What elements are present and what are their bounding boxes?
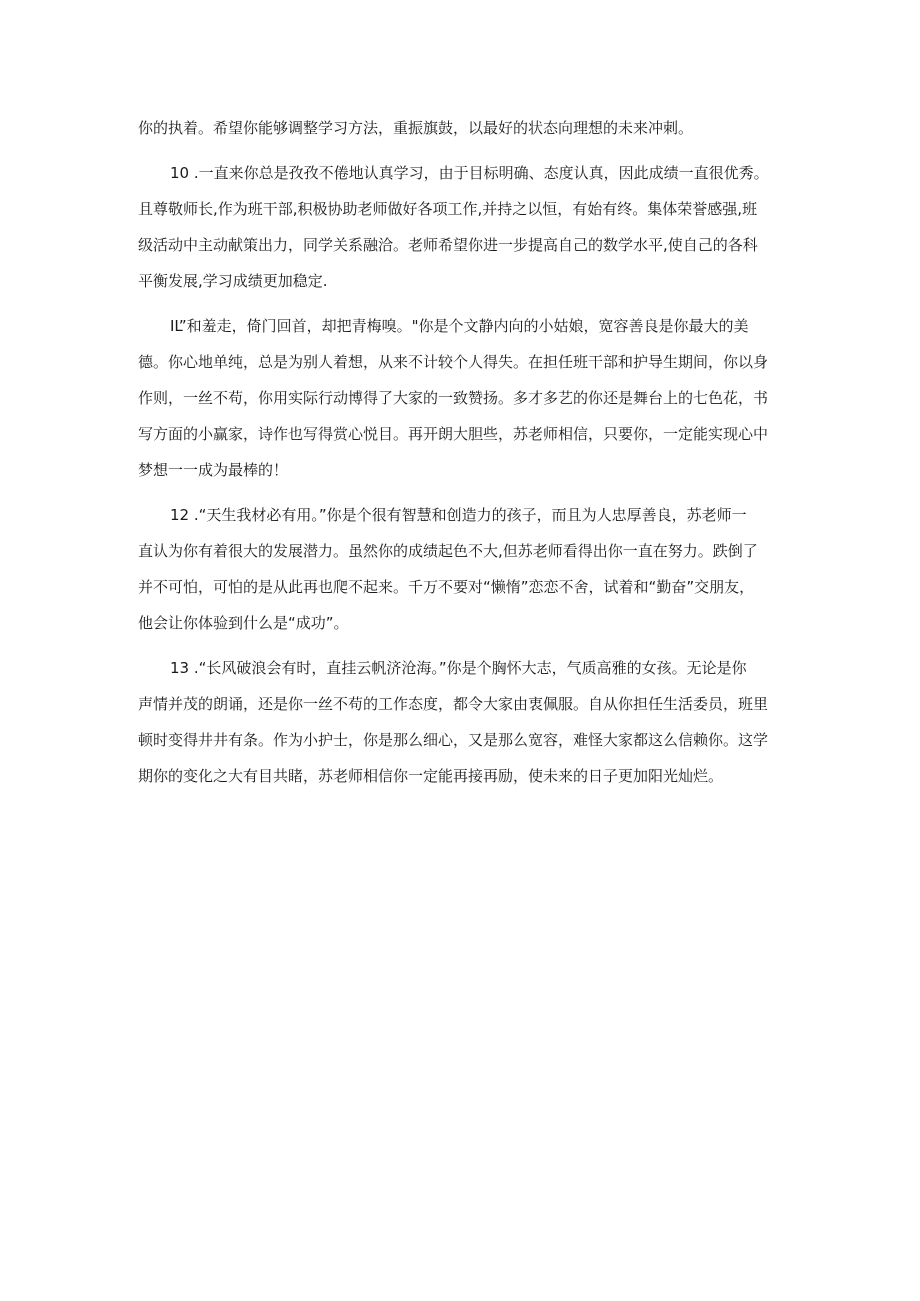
text-line: 并不可怕，可怕的是从此再也爬不起来。千万不要对“懒惰”恋恋不舍，试着和“勤奋”交朋友，	[138, 578, 755, 596]
paragraph-13	[138, 650, 786, 794]
text-line: 平衡发展,学习成绩更加稳定.	[138, 272, 328, 290]
text-line: 级活动中主动献策出力，同学关系融洽。老师希望你进一步提高自己的数学水平,使自己的各科	[138, 236, 758, 254]
text-line: 直认为你有着很大的发展潜力。虽然你的成绩起色不大,但苏老师看得出你一直在努力。跌倒了	[138, 542, 758, 560]
text-line: 声情并茂的朗诵，还是你一丝不苟的工作态度，都令大家由衷佩服。自从你担任生活委员，班里	[138, 695, 769, 713]
text-line: 顿时变得井井有条。作为小护士，你是那么细心，又是那么宽容，难怪大家都这么信赖你。这学	[138, 731, 769, 749]
paragraph-intro	[138, 110, 786, 146]
text-line: 写方面的小赢家，诗作也写得赏心悦目。再开朗大胆些，苏老师相信，只要你，一定能实现心中	[138, 425, 769, 443]
text-line: 作则，一丝不苟，你用实际行动博得了大家的一致赞扬。多才多艺的你还是舞台上的七色花，书	[138, 389, 769, 407]
text-line: 他会让你体验到什么是“成功”。	[138, 614, 349, 632]
paragraph-12	[138, 497, 786, 641]
text-line: 12 .“天生我材必有用。”你是个很有智慧和创造力的孩子，而且为人忠厚善良，苏老师一	[170, 506, 747, 524]
text-line: 德。你心地单纯，总是为别人着想，从来不计较个人得失。在担任班干部和护导生期间，你以身	[138, 353, 769, 371]
paragraph-10	[138, 155, 786, 299]
text-line: 13 .“长风破浪会有时，直挂云帆济沧海。”你是个胸怀大志，气质高雅的女孩。无论是你	[170, 659, 747, 677]
document-body	[138, 110, 786, 794]
text-line: 你的执着。希望你能够调整学习方法，重振旗鼓，以最好的状态向理想的未来冲刺。	[138, 119, 694, 137]
text-line: 10 .一直来你总是孜孜不倦地认真学习，由于目标明确、态度认真，因此成绩一直很优秀。	[170, 164, 769, 182]
paragraph-11	[138, 308, 786, 488]
text-line: 期你的变化之大有目共睹，苏老师相信你一定能再接再励，使未来的日子更加阳光灿烂。	[138, 767, 724, 785]
text-line: 且尊敬师长,作为班干部,积极协助老师做好各项工作,并持之以恒，有始有终。集体荣誉感强,班	[138, 200, 758, 218]
text-line: IL”和羞走，倚门回首，却把青梅嗅。"你是个文静内向的小姑娘，宽容善良是你最大的美	[170, 317, 749, 335]
text-line: 梦想一一成为最棒的！	[138, 461, 289, 479]
